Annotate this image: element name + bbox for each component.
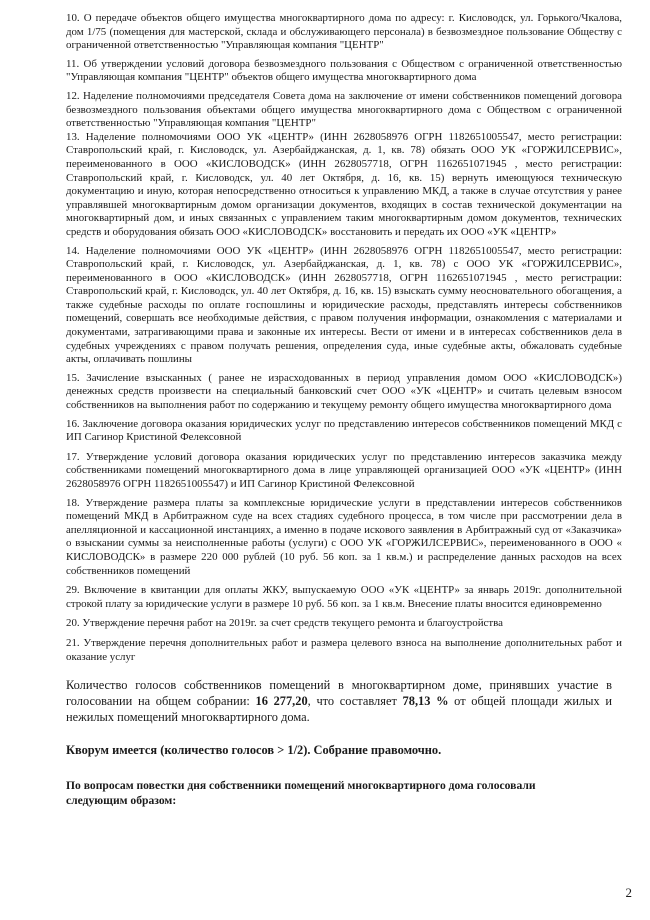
summary-text-3: от общей площади жилых и нежилых помещений многоквартирного дома. xyxy=(66,693,613,724)
agenda-item-15: 15. Зачисление взысканных ( ранее не израсходованных в период управления домом ООО «КИСЛОВОДСК») денежных средств произвести на специальный банковский счет ООО «УК «ЦЕНТР» и считать целевым взносом собственников на выполнения работ по содержанию и текущему ремонту общего имущества многоквартирного дома xyxy=(66,371,622,412)
agenda-item-13: 13. Наделение полномочиями ООО УК «ЦЕНТР» (ИНН 2628058976 ОГРН 1182651005547, место регистрации: Ставропольский край, г. Кисловодск, ул. Азербайджанская, д. 1, кв. 78) обязать ООО УК «ГОРЖИЛСЕРВИС», переименованного в ООО «КИСЛОВОДСК» (ИНН 2628057718, ОГРН 1162651071945 , место регистрации: Ставропольский край, г. Кисловодск, ул. 40 лет Октября, д. 16, кв. 15) вернуть имеющуюся техническую документацию и иную, которая непосредственно относиться к управлению МКД, а также в случае отсутствия у ранее управлявшей многоквартирным домом организации документов, входящих в состав технической документации на многоквартирный дом, и иных связанных с управлением таким многоквартирным домом документов, технических средств и оборудования обязать ООО «КИСЛОВОДСК» восстановить и передать их ООО «УК «ЦЕНТР» xyxy=(66,130,622,238)
agenda-item-18: 18. Утверждение размера платы за комплексные юридические услуги в представлении интересов собственников помещений МКД в Арбитражном суде на всех стадиях судебного процесса, в том числе при рассмотрении дела в апелляционной и кассационной инстанциях, а именно в подаче искового заявления в Арбитражный суд от «Заказчика» о взыскании суммы за неисполненные работы (услуги) с ООО УК «ГОРЖИЛСЕРВИС», переименованного в ООО « КИСЛОВОДСК» в размере 220 000 рублей (10 руб. 56 коп. за 1 кв.м.) и распределение данных расходов на всех собственников помещений xyxy=(66,496,622,577)
agenda-item-10: 10. О передаче объектов общего имущества многоквартирного дома по адресу: г. Кисловодск, ул. Горького/Чкалова, дом 1/75 (помещения для мастерской, склада и обслуживающего персонала) в безвозмездное пользование Обществу с ограниченной ответственностью "Управляющая компания "ЦЕНТР" xyxy=(66,12,622,52)
summary-text-1: Количество голосов собственников помещений в многоквартирном доме, принявших участие в голосовании на общем собрании: xyxy=(66,678,612,708)
agenda-item-16: 16. Заключение договора оказания юридических услуг по представлению интересов собственников помещений МКД с ИП Сагинор Кристиной Фелексовной xyxy=(66,417,622,444)
agenda-item-29: 29. Включение в квитанции для оплаты ЖКУ, выпускаемую ООО «УК «ЦЕНТР» за январь 2019г. дополнительной строкой плату за юридические услуги в размере 10 руб. 56 коп. за 1 кв.м. Внесение платы вносится единовременно xyxy=(66,584,622,610)
page-number: 2 xyxy=(625,885,632,900)
votes-heading: По вопросам повестки дня собственники помещений многоквартирного дома голосовали следующим образом: xyxy=(66,778,536,807)
agenda-item-20: 20. Утверждение перечня работ на 2019г. за счет средств текущего ремонта и благоустройства xyxy=(66,617,503,630)
agenda-item-11: 11. Об утверждении условий договора безвозмездного пользования с Обществом с ограниченной ответственностью "Управляющая компания "ЦЕНТР" объектов общего имущества многоквартирного дома xyxy=(66,57,622,84)
votes-count: 16 277,20 xyxy=(255,693,308,708)
agenda-list xyxy=(66,12,622,664)
agenda-item-12: 12. Наделение полномочиями председателя Совета дома на заключение от имени собственников помещений договора безвозмездного пользования объектами общего имущества многоквартирного дома с Обществом с ограниченной ответственностью "Управляющая компания "ЦЕНТР" xyxy=(66,89,622,130)
agenda-item-17: 17. Утверждение условий договора оказания юридических услуг по представлению интересов заказчика между собственниками помещений многоквартирного дома в лице управляющей организацией ООО «УК «ЦЕНТР» (ИНН 2628058976 ОГРН 1182651005547) и ИП Сагинор Кристиной Фелексовной xyxy=(66,450,622,490)
agenda-item-21: 21. Утверждение перечня дополнительных работ и размера целевого взноса на выполнение дополнительных работ и оказание услуг xyxy=(66,636,622,663)
votes-percent: 78,13 % xyxy=(402,693,449,708)
quorum-statement: Кворум имеется (количество голосов > 1/2). Собрание правомочно. xyxy=(66,742,442,757)
attendance-summary xyxy=(66,678,622,725)
document-page xyxy=(66,12,622,808)
summary-text-2: , что составляет xyxy=(307,693,403,708)
agenda-item-14: 14. Наделение полномочиями ООО УК «ЦЕНТР» (ИНН 2628058976 ОГРН 1182651005547, место регистрации: Ставропольский край, г. Кисловодск, ул. Азербайджанская, д. 1, кв. 78) с ООО УК «ГОРЖИЛСЕРВИС», переименованного в ООО «КИСЛОВОДСК» (ИНН 2628057718, ОГРН 1162651071945 , место регистрации: Ставропольский край, г. Кисловодск, ул. 40 лет Октября, д. 16, кв. 15) взыскать сумму неосновательного обогащения, а также судебные расходы по оплате госпошлины и юридические расходы, представлять интересы собственников помещений, совершать все необходимые действия, с правом получения информации, ознакомления с материалами и документами, затрагивающими права и законные их интересы. Вести от имени и в интересах собственников дела в судебных учреждениях с правом получать решения, определения суда, иные судебные акты, обжаловать судебные акты, оплачивать пошлины xyxy=(66,244,622,366)
